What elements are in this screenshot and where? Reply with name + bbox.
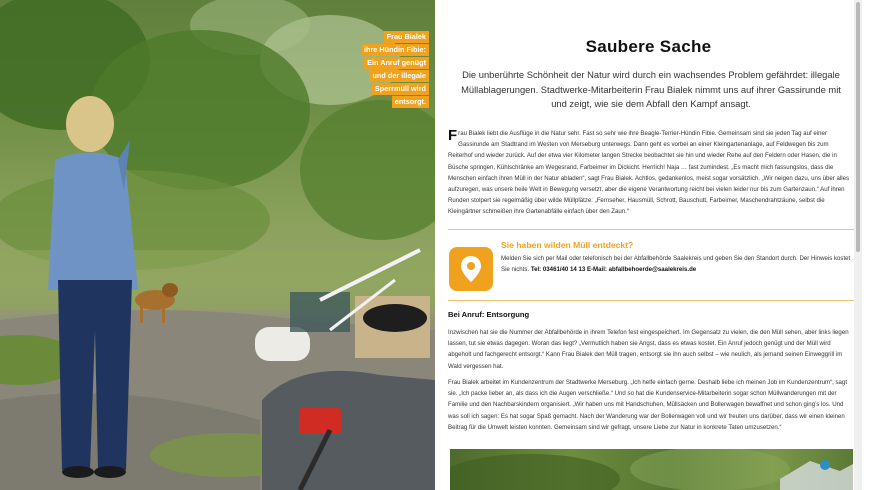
article-body-section: Inzwischen hat sie die Nummer der Abfallbehörde in ihrem Telefon fest eingespeichert. Im Gegensatz zu vielen, die den Müll sehen, aber links liegen lassen, tut sie etwas dagegen. Woran das liegt? „Vermutlich haben sie Angst, dass es etwas kostet. Ein Anruf jedoch genügt und der Müll wird abgeholt und fachgerecht entsorgt.“ Kann Frau Bialek den Müll tragen, entsorgt sie ihn auch selbst – wie neulich, als jemand seinen Einweggrill im Wald vergessen hat. bbox=[448, 329, 849, 370]
article-body-closing: Frau Bialek arbeitet im Kundenzentrum der Stadtwerke Merseburg. „Ich helfe einfach gerne. Deshalb liebe ich meinen Job im Kundenzentrum“, sagt sie. „Ich packe lieber an, als dass ich die Augen verschließe.“ Und so hat die Kundenservice-Mitarbeiterin sogar schon Müllwanderungen mit der Familie und den Nachbarskindern organisiert. „Wir haben uns mit Handschuhen, Müllsäcken und Bollerwagen bewaffnet und schon ging’s los. Und was soll ich sagen: Es hat sogar Spaß gemacht. Nach der Wanderung war der Bollerwagen voll und wir freuten uns darüber, dass wir einen kleinen Beitrag für die Umwelt leisten konnten. Gemeinsam sind wir gefragt, unsere Liebe zur Natur in konkrete Taten umzusetzen.“ bbox=[448, 379, 848, 431]
location-pin-icon bbox=[460, 255, 482, 283]
drop-cap: F bbox=[448, 127, 458, 144]
divider-top bbox=[448, 229, 855, 230]
caption-line: Sperrmüll wird bbox=[372, 83, 429, 95]
article-body-intro bbox=[448, 128, 855, 218]
caption-line: Frau Bialek bbox=[384, 31, 429, 43]
info-box-title: Sie haben wilden Müll entdeckt? bbox=[501, 240, 634, 250]
article-body-intro-text: rau Bialek liebt die Ausflüge in die Natur sehr. Fast so sehr wie ihre Beagle-Terrier-Hündin Fibie. Gemeinsam sind sie jeden Tag auf einer Gassirunde am Stadtrand im Westen von Merseburg unterwegs. Dann geht es vorbei an einer Kleingartenanlage, auf Feldwegen bis zum Reiterhof und wieder zurück. Auf der etwa vier Kilometer langen Strecke beobachtet sie hin und wieder Rehe auf den Feldern oder Hasen, die in Büsche springen, Kühlschränke am Wegesrand, Farbeimer im Dickicht. Herrlich! Naja … fast zumindest. „Es macht mich fassungslos, dass die Menschen einfach ihren Müll in der Natur abladen“, sagt Frau Bialek. Achtlos, gedankenlos, meist sogar vorsätzlich. „Wir neigen dazu, uns über alles aufzuregen, was unsere heile Welt in Bewegung versetzt, aber die eigene Verantwortung reicht bei vielen leider nur bis zum Gartenzaun.“ Auf ihren Runden stolpert sie regelmäßig über wilde Müllplätze: „Fernseher, Hausmüll, Schrott, Bauschutt, Farbeimer, Maschendrahtzäune, selbst die Kleingärtner schmeißen ihre Gartenabfälle einfach über den Zaun.“ bbox=[448, 130, 850, 216]
info-box-icon bbox=[449, 247, 493, 291]
second-photo bbox=[450, 449, 853, 490]
page-scrollbar[interactable] bbox=[854, 0, 862, 490]
caption-line: ihre Hündin Fibie: bbox=[361, 44, 429, 56]
article-lead: Die unberührte Schönheit der Natur wird durch ein wachsendes Problem gefährdet: illegale Müllablagerungen. Stadtwerke-Mitarbeiterin Frau Bialek nimmt uns auf ihrer Gassirunde mit und zeigt, wie sie dem Abfall den Kampf ansagt. bbox=[461, 69, 841, 109]
info-box-description: Melden Sie sich per Mail oder telefonisch bei der Abfallbehörde Saalekreis und geben Sie den Standort durch. Der Hinweis kostet Sie nichts. bbox=[501, 255, 851, 273]
caption-line: entsorgt. bbox=[392, 96, 429, 108]
article-title: Saubere Sache bbox=[585, 37, 712, 56]
info-box-contact[interactable]: Tel: 03461/40 14 13 E-Mail: abfallbehoerde@saalekreis.de bbox=[530, 265, 697, 273]
divider-bottom bbox=[448, 300, 855, 301]
caption-line: Ein Anruf genügt bbox=[364, 57, 429, 69]
info-box-text bbox=[501, 254, 851, 275]
photo-caption bbox=[359, 31, 429, 108]
second-photo-illustration bbox=[450, 449, 853, 490]
caption-line: und der illegale bbox=[369, 70, 429, 82]
article bbox=[435, 0, 862, 490]
scrollbar-thumb[interactable] bbox=[856, 2, 860, 252]
section-heading: Bei Anruf: Entsorgung bbox=[448, 310, 530, 319]
